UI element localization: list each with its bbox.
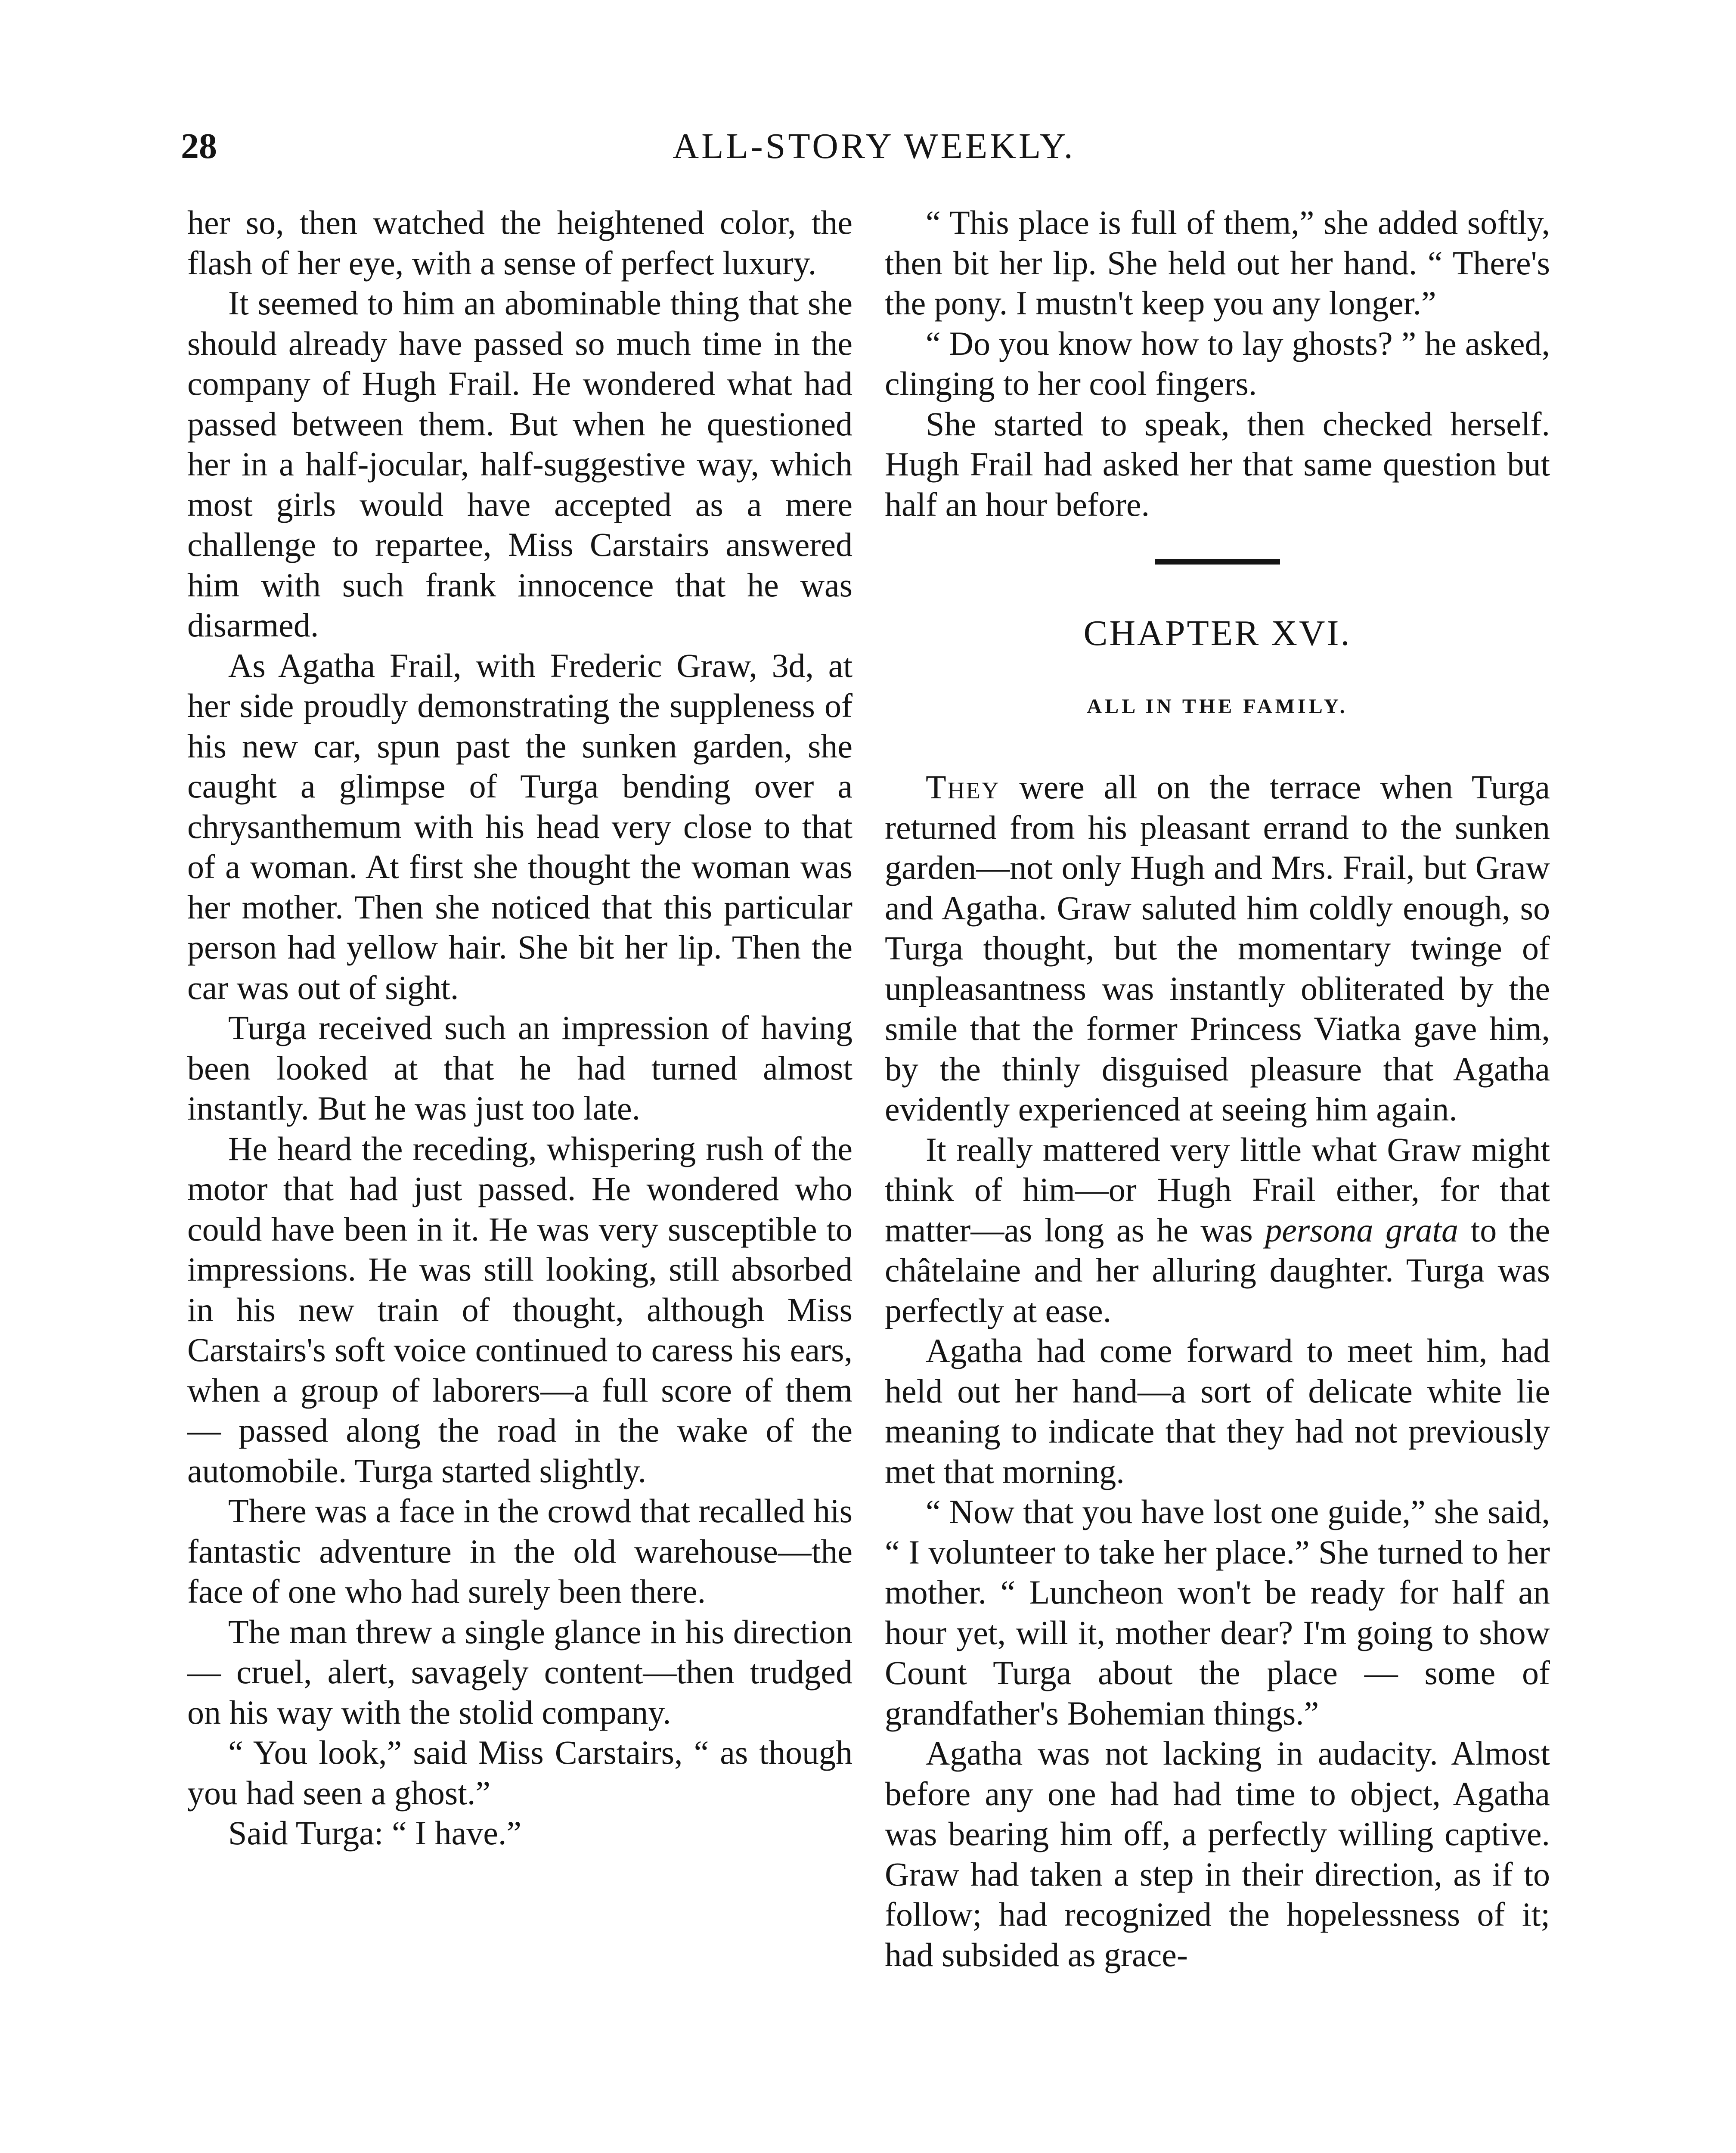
paragraph: Agatha was not lacking in audacity. Almost before any one had had time to object, Agatha was bearing him off, a perfectly willing captive. Graw had taken a step in their direction, as if to follow; had recognized the hopelessness of it; had subsided as grace- — [885, 1734, 1550, 1973]
paragraph — [885, 1129, 1550, 1331]
paragraph: “ This place is full of them,” she added softly, then bit her lip. She held out her hand. “ There's the pony. I mustn't keep you any longer.” — [885, 204, 1550, 322]
section-divider — [1155, 559, 1280, 565]
paragraph: As Agatha Frail, with Frederic Graw, 3d, at her side proudly demonstrating the suppleness of his new car, spun past the sunken garden, she caught a glimpse of Turga bending over a chrysanthemum with his head very close to that of a woman. At first she thought the woman was her mother. Then she noticed that this particular person had yellow hair. She bit her lip. Then the car was out of sight. — [187, 646, 852, 1006]
paragraph: “ Now that you have lost one guide,” she said, “ I volunteer to take her place.” She turned to her mother. “ Luncheon won't be ready for half an hour yet, will it, mother dear? I'm going to show Count Turga about the place — some of grandfather's Bohemian things.” — [885, 1493, 1550, 1732]
page-number: 28 — [181, 126, 217, 166]
chapter-opening-paragraph — [885, 767, 1550, 1129]
paragraph: Turga received such an impression of having been looked at that he had turned almost instantly. But he was just too late. — [187, 1009, 852, 1127]
paragraph-text: to the châtelaine and her alluring daughter. Turga was perfectly at ease. — [885, 1211, 1550, 1329]
italic-phrase: persona grata — [1265, 1211, 1459, 1249]
paragraph: Said Turga: “ I have.” — [228, 1814, 521, 1852]
opening-word: They — [926, 768, 1000, 806]
paragraph: It seemed to him an abominable thing that she should already have passed so much time in the company of Hugh Frail. He wondered what had passed between them. But when he questioned her in a half-jocular, half-suggestive way, which most girls would have accepted as a mere challenge to repartee, Miss Carstairs answered him with such frank innocence that he was disarmed. — [187, 284, 852, 644]
page-header — [181, 125, 1567, 181]
paragraph: Agatha had come forward to meet him, had held out her hand—a sort of delicate white lie meaning to indicate that they had not previously met that morning. — [885, 1332, 1550, 1490]
paragraph: She started to speak, then checked herself. Hugh Frail had asked her that same question but half an hour before. — [885, 405, 1550, 523]
paragraph: There was a face in the crowd that recalled his fantastic adventure in the old warehouse—the face of one who had surely been there. — [187, 1492, 852, 1610]
paragraph: The man threw a single glance in his direction — cruel, alert, savagely content—then trudged on his way with the stolid company. — [187, 1613, 852, 1731]
left-column — [187, 202, 852, 1853]
paragraph: “ Do you know how to lay ghosts? ” he asked, clinging to her cool fingers. — [885, 324, 1550, 402]
running-title: ALL-STORY WEEKLY. — [673, 126, 1076, 166]
paragraph: “ You look,” said Miss Carstairs, “ as though you had seen a ghost.” — [187, 1734, 852, 1812]
chapter-subtitle: ALL IN THE FAMILY. — [1087, 695, 1348, 718]
chapter-title: CHAPTER XVI. — [1083, 613, 1352, 653]
paragraph-text: It really mattered very little what Graw might think of him—or Hugh Frail either, for that matter—as long as he was — [885, 1130, 1550, 1249]
paragraph: her so, then watched the heightened color, the flash of her eye, with a sense of perfect luxury. — [187, 204, 852, 282]
right-column — [885, 202, 1550, 1975]
paragraph-text: were all on the terrace when Turga returned from his pleasant errand to the sunken garden—not only Hugh and Mrs. Frail, but Graw and Agatha. Graw saluted him coldly enough, so Turga thought, but the momentary twinge of unpleasantness was instantly obliterated by the smile that the former Princess Viatka gave him, by the thinly disguised pleasure that Agatha evidently experienced at seeing him again. — [885, 768, 1550, 1128]
paragraph: He heard the receding, whispering rush of the motor that had just passed. He wondered who could have been in it. He was very susceptible to impressions. He was still looking, still absorbed in his new train of thought, although Miss Carstairs's soft voice continued to caress his ears, when a group of laborers—a full score of them — passed along the road in the wake of the automobile. Turga started slightly. — [187, 1129, 852, 1489]
